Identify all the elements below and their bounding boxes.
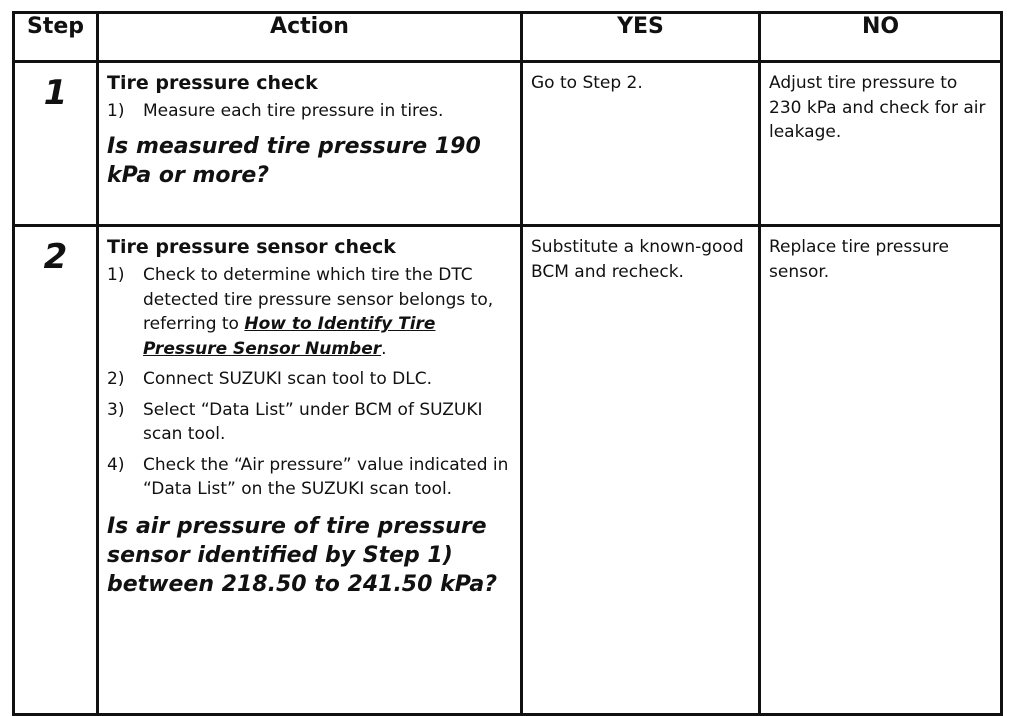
action-question: Is air pressure of tire pressure sensor identified by Step 1) between 218.50 to 241.50 kPa? [107,513,498,597]
step-number: 2 [14,226,98,715]
item-text: Connect SUZUKI scan tool to DLC. [143,369,432,389]
item-number: 3) [107,399,125,420]
item-number: 1) [107,265,125,285]
item-text [143,263,512,361]
list-item [107,99,512,124]
table-row [14,226,1002,715]
list-item [107,263,512,361]
action-list [107,263,512,502]
header-no: NO [760,13,1002,62]
diagnostic-table [12,11,1003,716]
no-cell: Replace tire pressure sensor. [760,226,1002,715]
action-title: Tire pressure check [107,72,318,94]
action-cell [98,62,522,226]
list-item [107,398,512,447]
reference-link[interactable]: How to Identify Tire Pressure Sensor Number [143,314,436,359]
item-number: 4) [107,454,125,475]
step-number: 1 [14,62,98,226]
list-item [107,453,512,502]
header-step: Step [14,13,98,62]
list-item [107,367,512,392]
item-number: 1) [107,101,125,121]
item-text-post: . [381,338,387,359]
action-cell [98,226,522,715]
item-text: Select “Data List” under BCM of SUZUKI scan tool. [143,399,483,444]
action-question: Is measured tire pressure 190 kPa or more? [107,133,481,188]
item-text-pre: Check to determine which tire the DTC detected tire pressure sensor belongs to, referring to [143,265,494,334]
item-text: Measure each tire pressure in tires. [143,101,444,121]
yes-cell: Substitute a known-good BCM and recheck. [522,226,760,715]
table-row [14,62,1002,226]
header-row [14,13,1002,62]
item-number: 2) [107,369,125,389]
action-list [107,99,512,124]
header-yes: YES [522,13,760,62]
no-cell: Adjust tire pressure to 230 kPa and check for air leakage. [760,62,1002,226]
item-text: Check the “Air pressure” value indicated in “Data List” on the SUZUKI scan tool. [143,454,509,499]
yes-cell: Go to Step 2. [522,62,760,226]
action-title: Tire pressure sensor check [107,236,396,258]
header-action: Action [98,13,522,62]
